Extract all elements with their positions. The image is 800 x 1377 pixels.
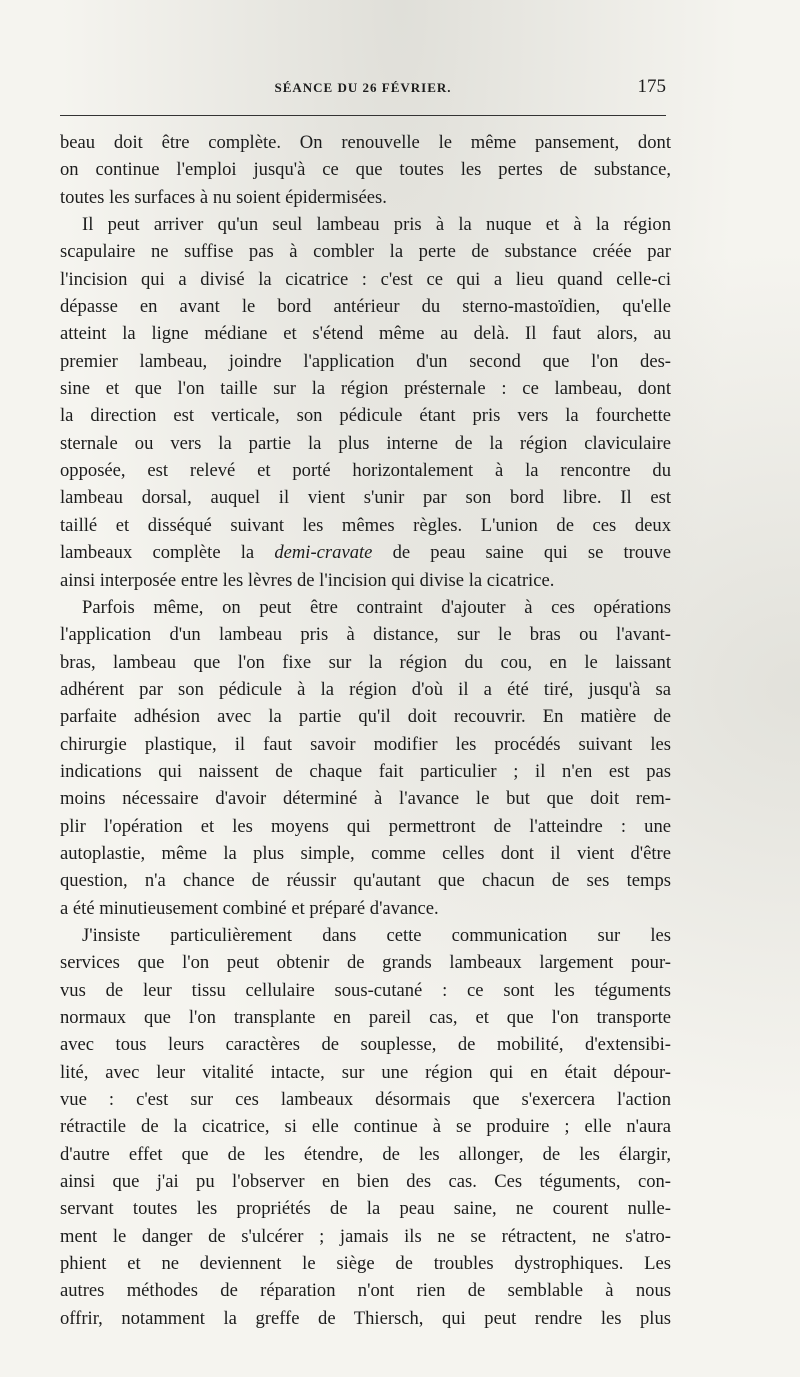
text-line: ment le danger de s'ulcérer ; jamais ils ne se rétractent, ne s'atro- — [60, 1225, 671, 1247]
text-line: rétractile de la cicatrice, si elle continue à se produire ; elle n'aura — [60, 1116, 671, 1138]
text-line: adhérent par son pédicule à la région d'où il a été tiré, jusqu'à sa — [60, 678, 671, 700]
page-number: 175 — [637, 76, 666, 97]
text-line: l'incision qui a divisé la cicatrice : c'est ce qui a lieu quand celle-ci — [60, 268, 671, 290]
text-line: offrir, notamment la greffe de Thiersch, qui peut rendre les plus — [60, 1307, 671, 1329]
text-line: phient et ne deviennent le siège de troubles dystrophiques. Les — [60, 1253, 671, 1275]
header-rule — [60, 115, 666, 116]
text-line: avec tous leurs caractères de souplesse, de mobilité, d'extensibi- — [60, 1034, 671, 1056]
text-line: autres méthodes de réparation n'ont rien de semblable à nous — [60, 1280, 671, 1302]
text-line: a été minutieusement combiné et préparé d'avance. — [60, 897, 439, 919]
text-line-with-emphasis — [60, 539, 671, 566]
text-line: plir l'opération et les moyens qui permettront de l'atteindre : une — [60, 815, 671, 837]
text-line: d'autre effet que de les étendre, de les allonger, de les élargir, — [60, 1143, 671, 1165]
text-line: premier lambeau, joindre l'application d'un second que l'on des- — [60, 350, 671, 372]
text-line: moins nécessaire d'avoir déterminé à l'avance le but que doit rem- — [60, 788, 671, 810]
text-line: J'insiste particulièrement dans cette communication sur les — [82, 924, 671, 946]
text-line: taillé et disséqué suivant les mêmes règles. L'union de ces deux — [60, 514, 671, 536]
text-line: opposée, est relevé et porté horizontalement à la rencontre du — [60, 460, 671, 482]
text-line: la direction est verticale, son pédicule étant pris vers la fourchette — [60, 405, 671, 427]
text-line: dépasse en avant le bord antérieur du sterno-mastoïdien, qu'elle — [60, 296, 671, 318]
text-line: servant toutes les propriétés de la peau saine, ne courent nulle- — [60, 1198, 671, 1220]
text-line: Il peut arriver qu'un seul lambeau pris à la nuque et à la région — [82, 214, 671, 236]
text-line: autoplastie, même la plus simple, comme celles dont il vient d'être — [60, 842, 671, 864]
text-line: Parfois même, on peut être contraint d'ajouter à ces opérations — [82, 596, 671, 618]
text-line: vue : c'est sur ces lambeaux désormais que s'exercera l'action — [60, 1089, 671, 1111]
text-line: parfaite adhésion avec la partie qu'il doit recouvrir. En matière de — [60, 706, 671, 728]
text-line: lambeau dorsal, auquel il vient s'unir par son bord libre. Il est — [60, 487, 671, 509]
text-line: bras, lambeau que l'on fixe sur la région du cou, en le laissant — [60, 651, 671, 673]
text-line: lité, avec leur vitalité intacte, sur une région qui en était dépour- — [60, 1061, 671, 1083]
page-header — [60, 76, 666, 104]
text-line: toutes les surfaces à nu soient épidermisées. — [60, 186, 387, 208]
text-segment: lambeaux complète la — [60, 542, 275, 564]
text-line: vus de leur tissu cellulaire sous-cutané : ce sont les téguments — [60, 979, 671, 1001]
text-line: scapulaire ne suffise pas à combler la perte de substance créée par — [60, 241, 671, 263]
text-line: question, n'a chance de réussir qu'autant que chacun de ses temps — [60, 870, 671, 892]
emphasized-term: demi-cravate — [274, 542, 373, 564]
text-line: services que l'on peut obtenir de grands lambeaux largement pour- — [60, 952, 671, 974]
text-line: on continue l'emploi jusqu'à ce que toutes les pertes de substance, — [60, 159, 671, 181]
text-line: ainsi interposée entre les lèvres de l'incision qui divise la cicatrice. — [60, 569, 555, 591]
text-line: atteint la ligne médiane et s'étend même au delà. Il faut alors, au — [60, 323, 671, 345]
text-line: l'application d'un lambeau pris à distance, sur le bras ou l'avant- — [60, 624, 671, 646]
body-text — [60, 129, 671, 1332]
text-line: sternale ou vers la partie la plus interne de la région claviculaire — [60, 432, 671, 454]
text-line: ainsi que j'ai pu l'observer en bien des cas. Ces téguments, con- — [60, 1171, 671, 1193]
text-line: beau doit être complète. On renouvelle le même pansement, dont — [60, 132, 671, 153]
text-line: sine et que l'on taille sur la région présternale : ce lambeau, dont — [60, 378, 671, 400]
text-line: chirurgie plastique, il faut savoir modifier les procédés suivant les — [60, 733, 671, 755]
text-line: indications qui naissent de chaque fait particulier ; il n'en est pas — [60, 760, 671, 782]
running-title: SÉANCE DU 26 FÉVRIER. — [274, 80, 452, 95]
text-line: normaux que l'on transplante en pareil cas, et que l'on transporte — [60, 1007, 671, 1028]
text-segment: de peau saine qui se trouve — [372, 542, 671, 564]
